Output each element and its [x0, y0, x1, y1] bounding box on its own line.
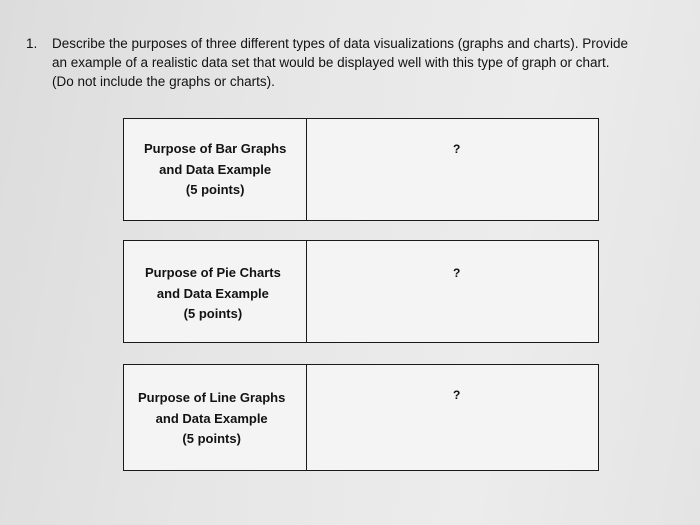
prompt-line: and Data Example: [159, 161, 272, 177]
question-block: [26, 34, 686, 91]
question-number: 1.: [26, 36, 38, 51]
prompt-line: and Data Example: [156, 285, 269, 301]
answer-placeholder: ?: [453, 388, 461, 402]
prompt-line: Purpose of Pie Charts: [145, 265, 281, 280]
answer-placeholder: ?: [453, 142, 461, 156]
answer-cell[interactable]: [307, 241, 598, 342]
prompt-label: [138, 388, 285, 450]
answer-table-line-graphs: [123, 364, 599, 471]
answer-table-pie-charts: [123, 240, 599, 343]
prompt-line: and Data Example: [155, 410, 268, 426]
answer-placeholder: ?: [453, 266, 461, 280]
prompt-line: (5 points): [183, 306, 243, 321]
prompt-cell: [124, 365, 307, 470]
prompt-label: [145, 263, 281, 325]
prompt-line: (5 points): [182, 431, 241, 446]
prompt-cell: [124, 241, 307, 342]
answer-cell[interactable]: [307, 119, 598, 220]
question-text: Describe the purposes of three different types of data visualizations (graphs and charts). Provide an example of a realistic data set that would be displayed well with this type of graph or chart. (Do not include the graphs or charts).: [52, 36, 629, 89]
prompt-line: (5 points): [185, 182, 245, 197]
prompt-label: [144, 139, 286, 201]
answer-cell[interactable]: [307, 365, 598, 470]
answer-table-bar-graphs: [123, 118, 599, 221]
prompt-line: Purpose of Line Graphs: [138, 390, 286, 405]
prompt-line: Purpose of Bar Graphs: [144, 141, 287, 156]
prompt-cell: [124, 119, 307, 220]
